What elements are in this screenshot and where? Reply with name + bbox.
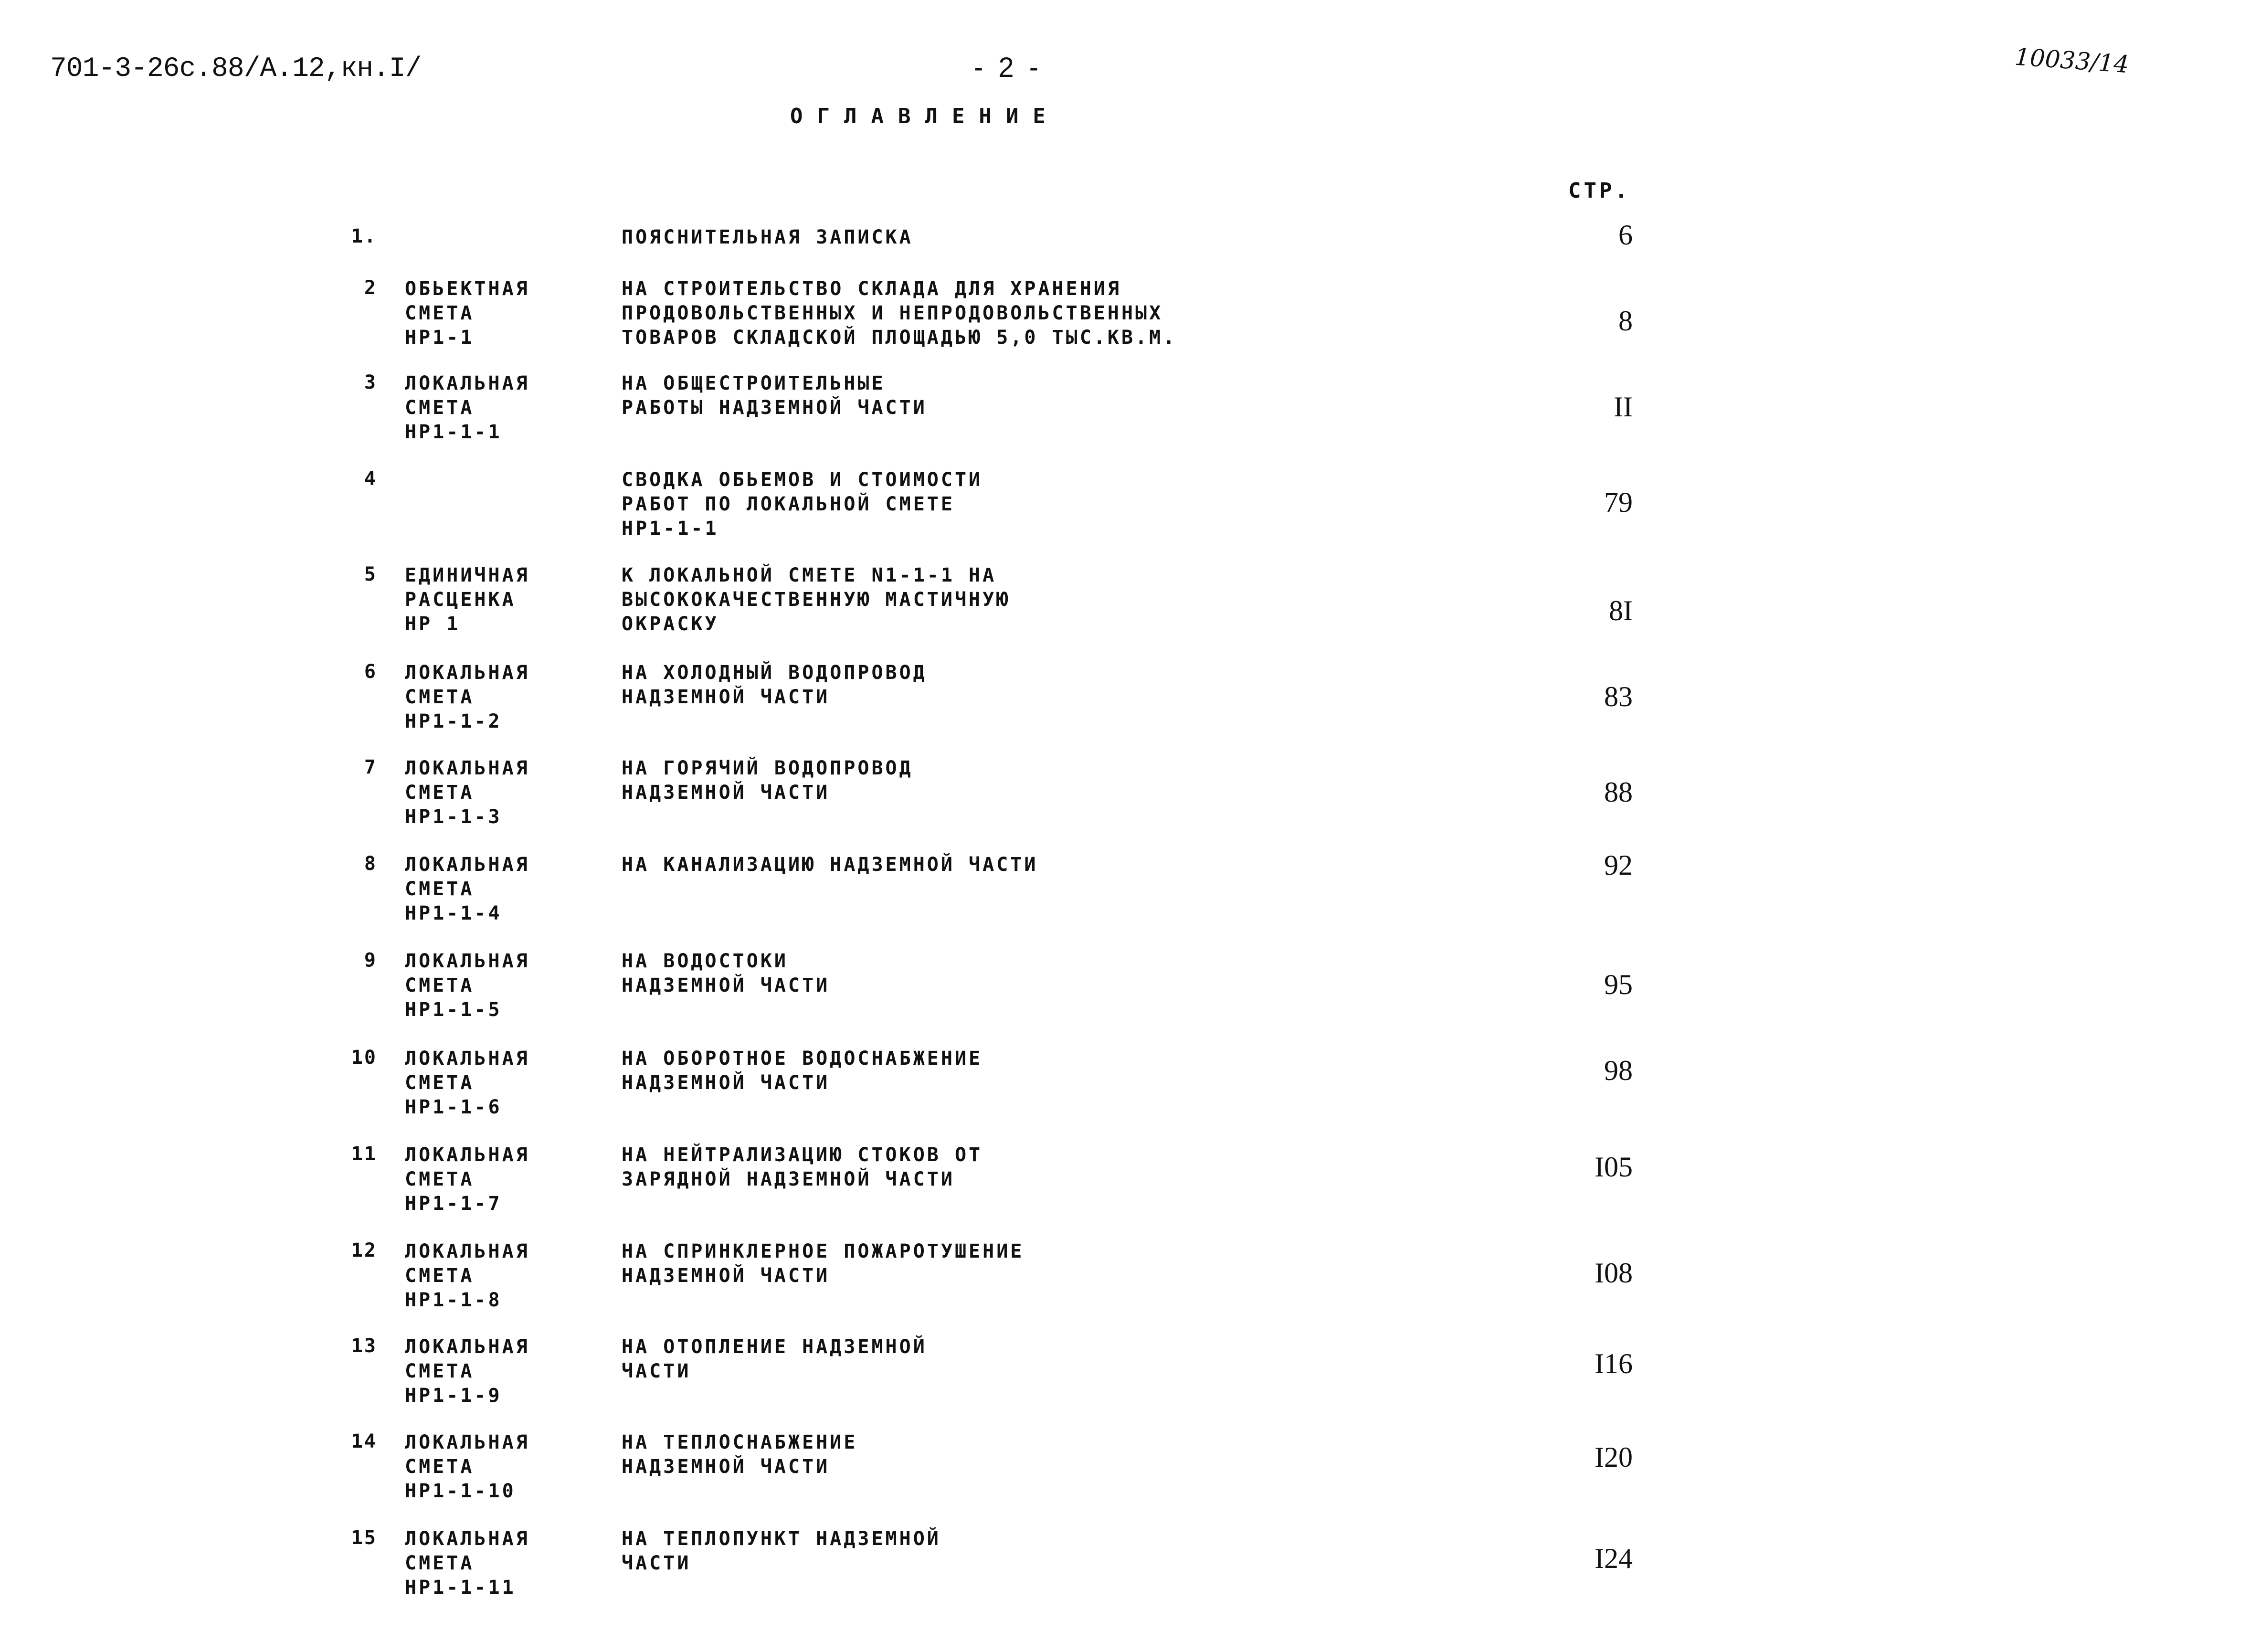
toc-item-number: 7: [364, 756, 377, 778]
toc-item-type-line: НР1-1: [405, 327, 475, 349]
toc-item-description: [622, 756, 913, 805]
toc-item-page: I08: [1595, 1257, 1633, 1289]
toc-item-description-line: НР1-1-1: [622, 518, 719, 540]
toc-item-description-line: ЧАСТИ: [622, 1552, 691, 1574]
toc-item-description-line: НА ХОЛОДНЫЙ ВОДОПРОВОД: [622, 662, 927, 684]
toc-item-type-line: НР1-1-1: [405, 421, 502, 443]
document-code: 701-3-26с.88/А.12,кн.I/: [50, 53, 422, 85]
toc-item-description-line: НАДЗЕМНОЙ ЧАСТИ: [622, 1072, 830, 1094]
toc-item-type: [405, 1335, 530, 1408]
toc-item-description: [622, 853, 1038, 877]
toc-item-description: [622, 1527, 941, 1576]
toc-item-number: 15: [351, 1527, 377, 1549]
toc-item-type-line: СМЕТА: [405, 974, 475, 996]
toc-item-type-line: ЛОКАЛЬНАЯ: [405, 757, 530, 779]
toc-item-type-line: СМЕТА: [405, 1552, 475, 1574]
toc-item-page: 92: [1604, 849, 1633, 881]
toc-item-number: 14: [351, 1430, 377, 1452]
toc-item-number: 4: [364, 468, 377, 490]
toc-item-number: 1.: [351, 225, 377, 247]
toc-item-description-line: НА СТРОИТЕЛЬСТВО СКЛАДА ДЛЯ ХРАНЕНИЯ: [622, 278, 1121, 300]
toc-item-type: [405, 371, 530, 445]
toc-item-page: 6: [1618, 219, 1633, 251]
toc-item-type: [405, 1143, 530, 1216]
toc-item-description-line: НАДЗЕМНОЙ ЧАСТИ: [622, 974, 830, 996]
toc-item-description-line: НА ТЕПЛОПУНКТ НАДЗЕМНОЙ: [622, 1528, 941, 1550]
toc-item-description: [622, 563, 1010, 636]
toc-item-page: I16: [1595, 1348, 1633, 1379]
toc-item-type: [405, 661, 530, 734]
toc-item-type-line: ЛОКАЛЬНАЯ: [405, 950, 530, 972]
toc-item-number: 11: [351, 1143, 377, 1165]
toc-item-description-line: НА ВОДОСТОКИ: [622, 950, 788, 972]
toc-item-type-line: СМЕТА: [405, 302, 475, 324]
toc-item-type-line: СМЕТА: [405, 1168, 475, 1190]
toc-item-description-line: НА ОБЩЕСТРОИТЕЛЬНЫЕ: [622, 372, 886, 394]
toc-item-type-line: ЛОКАЛЬНАЯ: [405, 1144, 530, 1166]
toc-item-page: 79: [1604, 487, 1633, 518]
toc-item-type-line: НР1-1-4: [405, 902, 502, 924]
toc-item-type-line: ЛОКАЛЬНАЯ: [405, 662, 530, 684]
toc-title: ОГЛАВЛЕНИЕ: [790, 104, 1060, 128]
page-number: - 2 -: [974, 52, 1043, 83]
toc-item-type-line: НР1-1-8: [405, 1289, 502, 1311]
toc-item-description: [622, 661, 927, 710]
toc-item-description-line: РАБОТЫ НАДЗЕМНОЙ ЧАСТИ: [622, 397, 927, 419]
toc-item-description-line: НА ТЕПЛОСНАБЖЕНИЕ: [622, 1431, 858, 1453]
toc-item-page: 95: [1604, 969, 1633, 1000]
toc-item-description: [622, 1430, 857, 1479]
toc-item-description-line: ЗАРЯДНОЙ НАДЗЕМНОЙ ЧАСТИ: [622, 1168, 955, 1190]
toc-item-description: [622, 1239, 1024, 1288]
toc-item-description-line: СВОДКА ОБЬЕМОВ И СТОИМОСТИ: [622, 469, 983, 491]
toc-item-type-line: СМЕТА: [405, 878, 475, 900]
toc-item-type-line: СМЕТА: [405, 1360, 475, 1382]
archive-number: 10033/14: [2014, 42, 2130, 79]
toc-item-type-line: ЛОКАЛЬНАЯ: [405, 1048, 530, 1070]
toc-item-type-line: ЛОКАЛЬНАЯ: [405, 1336, 530, 1358]
toc-item-number: 6: [364, 661, 377, 683]
toc-item-type-line: ЛОКАЛЬНАЯ: [405, 1528, 530, 1550]
toc-item-type-line: СМЕТА: [405, 686, 475, 708]
toc-item-type: [405, 1239, 530, 1313]
toc-item-number: 10: [351, 1047, 377, 1069]
toc-item-description-line: ТОВАРОВ СКЛАДСКОЙ ПЛОЩАДЬЮ 5,0 ТЫС.КВ.М.: [622, 327, 1177, 349]
toc-item-page: 8: [1618, 305, 1633, 337]
toc-item-type: [405, 1430, 530, 1504]
toc-item-type-line: НР1-1-6: [405, 1096, 502, 1118]
toc-item-type-line: ОБЬЕКТНАЯ: [405, 278, 530, 300]
toc-item-description: [622, 1047, 982, 1095]
toc-item-type: [405, 563, 530, 636]
toc-item-number: 12: [351, 1239, 377, 1261]
toc-item-type: [405, 277, 530, 350]
toc-item-description-line: НАДЗЕМНОЙ ЧАСТИ: [622, 1456, 830, 1478]
toc-item-description-line: ВЫСОКОКАЧЕСТВЕННУЮ МАСТИЧНУЮ: [622, 589, 1011, 611]
toc-item-type: [405, 1527, 530, 1600]
toc-item-type-line: НР1-1-10: [405, 1480, 516, 1502]
toc-item-description-line: ЧАСТИ: [622, 1360, 691, 1382]
toc-item-type-line: СМЕТА: [405, 782, 475, 804]
toc-item-page: I05: [1595, 1151, 1633, 1183]
toc-item-description: [622, 1335, 927, 1384]
toc-item-type-line: ЛОКАЛЬНАЯ: [405, 854, 530, 876]
toc-item-number: 3: [364, 371, 377, 393]
toc-item-type: [405, 853, 530, 926]
toc-item-type-line: НР1-1-2: [405, 710, 502, 732]
toc-item-description-line: К ЛОКАЛЬНОЙ СМЕТЕ N1-1-1 НА: [622, 564, 997, 586]
toc-item-description: [622, 949, 830, 998]
toc-item-number: 2: [364, 277, 377, 299]
toc-item-type-line: НР 1: [405, 613, 461, 635]
toc-item-page: 8I: [1609, 595, 1633, 626]
toc-item-page: 83: [1604, 681, 1633, 712]
toc-item-description: [622, 1143, 982, 1192]
toc-item-type-line: СМЕТА: [405, 1456, 475, 1478]
toc-item-page: I20: [1595, 1441, 1633, 1473]
toc-item-description-line: НА СПРИНКЛЕРНОЕ ПОЖАРОТУШЕНИЕ: [622, 1240, 1025, 1262]
toc-item-type: [405, 1047, 530, 1120]
toc-item-type-line: ЛОКАЛЬНАЯ: [405, 1431, 530, 1453]
toc-item-description-line: ОКРАСКУ: [622, 613, 719, 635]
toc-item-description-line: НА ОТОПЛЕНИЕ НАДЗЕМНОЙ: [622, 1336, 927, 1358]
toc-item-page: II: [1614, 391, 1633, 423]
toc-item-description: [622, 371, 927, 420]
toc-item-description-line: НА НЕЙТРАЛИЗАЦИЮ СТОКОВ ОТ: [622, 1144, 983, 1166]
toc-item-type-line: ЛОКАЛЬНАЯ: [405, 1240, 530, 1262]
toc-item-page: 88: [1604, 776, 1633, 808]
toc-item-description-line: ПРОДОВОЛЬСТВЕННЫХ И НЕПРОДОВОЛЬСТВЕННЫХ: [622, 302, 1163, 324]
toc-item-description-line: НАДЗЕМНОЙ ЧАСТИ: [622, 1265, 830, 1287]
toc-item-type-line: НР1-1-9: [405, 1385, 502, 1407]
toc-item-type-line: ЛОКАЛЬНАЯ: [405, 372, 530, 394]
toc-item-page: I24: [1595, 1543, 1633, 1574]
toc-item-description-line: НА ГОРЯЧИЙ ВОДОПРОВОД: [622, 757, 913, 779]
toc-item-type-line: НР1-1-3: [405, 806, 502, 828]
toc-item-type-line: НР1-1-5: [405, 999, 502, 1021]
toc-item-type-line: СМЕТА: [405, 397, 475, 419]
toc-item-description-line: ПОЯСНИТЕЛЬНАЯ ЗАПИСКА: [622, 226, 913, 248]
toc-item-type-line: НР1-1-11: [405, 1577, 516, 1599]
toc-item-type-line: СМЕТА: [405, 1265, 475, 1287]
toc-item-page: 98: [1604, 1055, 1633, 1086]
toc-item-description: [622, 277, 1177, 350]
toc-item-type-line: СМЕТА: [405, 1072, 475, 1094]
toc-item-description: [622, 225, 913, 250]
toc-item-description: [622, 468, 982, 541]
toc-item-number: 9: [364, 949, 377, 971]
toc-item-description-line: НА ОБОРОТНОЕ ВОДОСНАБЖЕНИЕ: [622, 1048, 983, 1070]
toc-item-type: [405, 756, 530, 829]
page-column-header: СТР.: [1568, 179, 1630, 203]
toc-item-description-line: НА КАНАЛИЗАЦИЮ НАДЗЕМНОЙ ЧАСТИ: [622, 854, 1038, 876]
toc-item-description-line: РАБОТ ПО ЛОКАЛЬНОЙ СМЕТЕ: [622, 493, 955, 515]
toc-item-number: 8: [364, 853, 377, 875]
toc-item-type-line: ЕДИНИЧНАЯ: [405, 564, 530, 586]
toc-item-type-line: РАСЦЕНКА: [405, 589, 516, 611]
toc-item-type: [405, 949, 530, 1022]
toc-item-description-line: НАДЗЕМНОЙ ЧАСТИ: [622, 782, 830, 804]
toc-item-number: 5: [364, 563, 377, 585]
toc-item-type-line: НР1-1-7: [405, 1193, 502, 1215]
toc-item-description-line: НАДЗЕМНОЙ ЧАСТИ: [622, 686, 830, 708]
toc-item-number: 13: [351, 1335, 377, 1357]
